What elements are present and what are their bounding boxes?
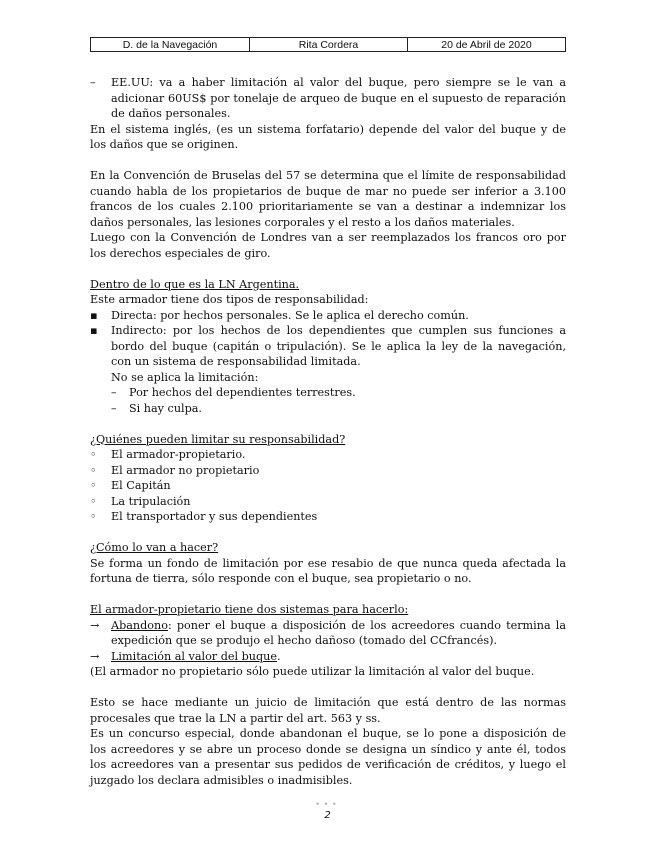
paragraph: Esto se hace mediante un juicio de limitación que está dentro de las normas procesales que trae la LN a partir del art. 563 y ss. (90, 696, 566, 725)
footer-dots: ••• (315, 800, 340, 810)
list-item (90, 308, 566, 324)
list-item-text: Por hechos del dependientes terrestres. (129, 386, 356, 399)
section-heading: ¿Cómo lo van a hacer? (90, 541, 219, 554)
dash-marker: – (111, 401, 117, 415)
list-item (90, 447, 566, 463)
bullet-marker: ◦ (90, 463, 97, 477)
bullet-marker: ▪ (90, 324, 98, 337)
arrow-marker: → (90, 618, 100, 632)
bullet-marker: ◦ (90, 494, 97, 508)
spacer (90, 587, 566, 603)
list-item-text: El Capitán (111, 479, 171, 492)
bullet-marker: ◦ (90, 448, 97, 461)
paragraph: Luego con la Convención de Londres van a ser reemplazados los francos oro por los derechos especiales de giro. (90, 231, 566, 260)
section-heading: ¿Quiénes pueden limitar su responsabilidad? (90, 432, 346, 446)
list-item (90, 494, 566, 510)
list-item-text: Indirecto: por los hechos de los dependientes que cumplen sus funciones a bordo del buque (capitán o tripulación). Se le aplica la ley de la navegación, con un sistema de responsabilidad limitada. (111, 324, 566, 368)
spacer (90, 261, 566, 277)
arrow-item-text (111, 649, 566, 665)
arrow-item (90, 649, 566, 665)
list-item-text: El armador-propietario. (111, 448, 246, 461)
arrow-item-text (111, 618, 566, 649)
list-item (90, 478, 566, 494)
dash-item (90, 75, 566, 122)
header-course: D. de la Navegación (91, 38, 250, 51)
spacer (90, 416, 566, 432)
list-item (90, 323, 566, 370)
arrow-item (90, 618, 566, 649)
paragraph: (El armador no propietario sólo puede utilizar la limitación al valor del buque. (90, 665, 535, 678)
page-footer (0, 801, 655, 822)
arrow-marker: → (90, 649, 100, 663)
list-item-text: EE.UU: va a haber limitación al valor del buque, pero siempre se le van a adicionar 60US$ por tonelaje de arqueo de buque en el supuesto de reparación de daños personales. (111, 76, 566, 120)
paragraph: Es un concurso especial, donde abandonan el buque, se lo pone a disposición de los acreedores y se abre un proceso donde se designa un síndico y ante él, todos los acreedores van a presentar sus pedidos de verificación de créditos, y luego el juzgado los declara admisibles o inadmisibles. (90, 727, 566, 787)
paragraph: Se forma un fondo de limitación por ese resabio de que nunca queda afectada la fortuna de tierra, sólo responde con el buque, sea propietario o no. (90, 556, 566, 585)
section-heading: Dentro de lo que es la LN Argentina. (90, 277, 300, 291)
arrow-item-description: : poner el buque a disposición de los acreedores cuando termina la expedición que se produjo el hecho dañoso (tomado del CCfrancés). (111, 618, 566, 647)
paragraph: En la Convención de Bruselas del 57 se determina que el límite de responsabilidad cuando habla de los propietarios de buque de mar no puede ser inferior a 3.100 francos de los cuales 2.100 prioritariamente se van a destinar a indemnizar los daños personales, las lesiones corporales y el resto a los daños materiales. (90, 169, 566, 229)
paragraph: En el sistema inglés, (es un sistema forfatario) depende del valor del buque y de los daños que se originen. (90, 122, 566, 151)
indented-text: No se aplica la limitación: (111, 370, 259, 384)
list-item-text: Si hay culpa. (129, 401, 202, 415)
list-item-text: El transportador y sus dependientes (111, 510, 318, 523)
header-author: Rita Cordera (250, 38, 408, 51)
page-header-table (90, 37, 566, 52)
arrow-item-description: . (276, 649, 281, 663)
header-date: 20 de Abril de 2020 (441, 38, 532, 51)
arrow-item-label: Limitación al valor del buque (111, 649, 277, 663)
list-item-text: La tripulación (111, 494, 191, 508)
list-item-text: El armador no propietario (111, 463, 260, 477)
paragraph: Este armador tiene dos tipos de responsabilidad: (90, 293, 369, 306)
document-body (90, 75, 566, 788)
sub-list-item (90, 385, 566, 401)
list-item (90, 509, 566, 525)
list-item (90, 463, 566, 479)
sub-list-item (90, 401, 566, 417)
spacer (90, 525, 566, 541)
bullet-marker: ▪ (90, 308, 98, 322)
dash-marker: – (111, 386, 117, 399)
spacer (90, 153, 566, 169)
list-item-text: Directa: por hechos personales. Se le aplica el derecho común. (111, 308, 469, 322)
bullet-marker: ◦ (90, 510, 97, 523)
dash-marker: – (90, 76, 96, 89)
section-heading: El armador-propietario tiene dos sistemas para hacerlo: (90, 603, 409, 616)
page-number: 2 (324, 810, 331, 821)
spacer (90, 680, 566, 696)
arrow-item-label: Abandono (111, 618, 168, 632)
bullet-marker: ◦ (90, 479, 97, 492)
